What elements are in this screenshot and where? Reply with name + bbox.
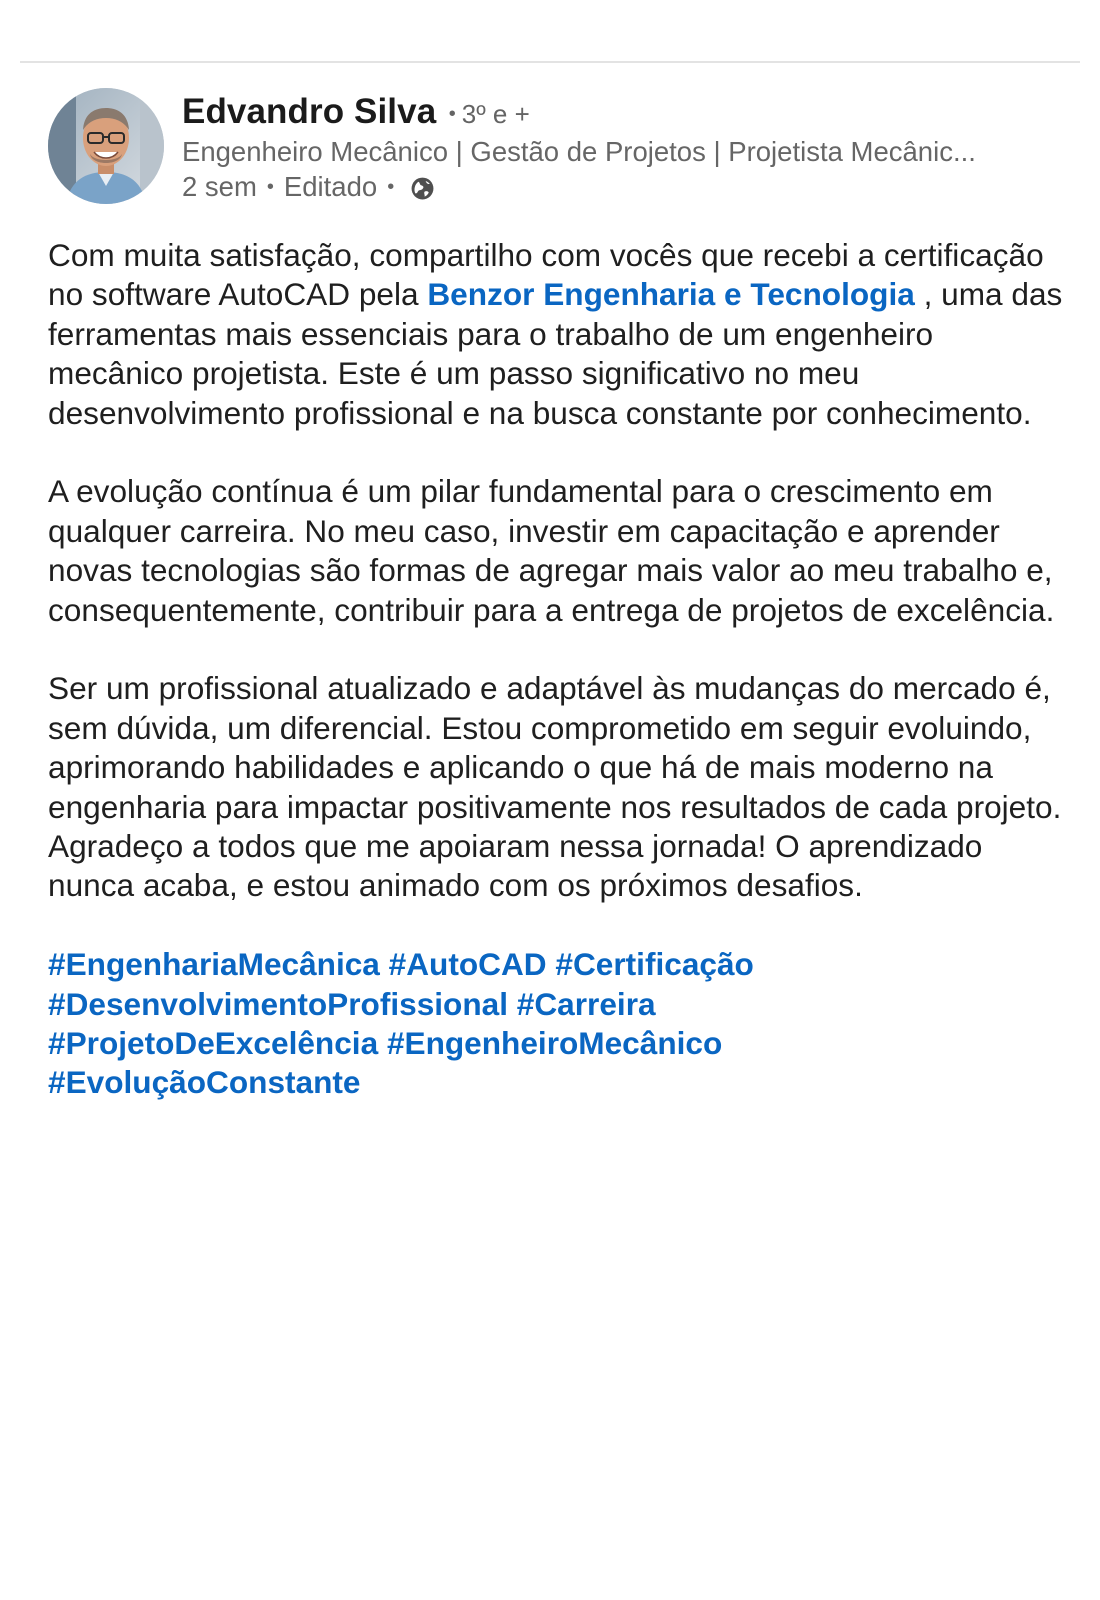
post-body (48, 236, 1068, 1103)
connection-degree-label: 3º e + (461, 99, 530, 129)
hashtag-link[interactable]: #EngenhariaMecânica (48, 946, 380, 983)
hashtag-link[interactable]: #ProjetoDeExcelência (48, 1025, 379, 1062)
hashtag-link[interactable]: #EngenheiroMecânico (386, 1025, 723, 1062)
author-avatar[interactable] (48, 88, 164, 204)
company-mention-link[interactable]: Benzor Engenharia e Tecnologia (427, 276, 915, 313)
avatar-photo (48, 88, 164, 204)
post-header (48, 88, 1058, 208)
post-paragraph-1 (48, 236, 1068, 433)
edited-label: Editado (283, 171, 378, 202)
post-paragraph-4: Agradeço a todos que me apoiaram nessa jornada! O aprendizado nunca acaba, e estou animado com os próximos desafios. (48, 828, 983, 904)
author-name[interactable]: Edvandro Silva (182, 92, 437, 131)
hashtag-link[interactable]: #EvoluçãoConstante (48, 1064, 361, 1101)
post-meta: 2 sem • Editado • (182, 170, 1052, 204)
post-paragraph-2: A evolução contínua é um pilar fundamental para o crescimento em qualquer carreira. No meu caso, investir em capacitação e aprender novas tecnologias são formas de agregar mais valor ao meu trabalho e, consequentemente, contribuir para a entrega de projetos de excelência. (48, 473, 1055, 628)
hashtag-link[interactable]: #DesenvolvimentoProfissional (48, 985, 509, 1022)
author-meta (182, 90, 1052, 204)
paragraph-1-text-start: Com muita satisfação, compartilho com vocês que recebi a certificação no software AutoCAD pela (48, 237, 1044, 313)
paragraph-1-text-end: , uma das ferramentas mais essenciais para o trabalho de um engenheiro mecânico projetista. Este é um passo significativo no meu desenvolvimento profissional e na busca constante por conhecimento. (48, 276, 1063, 431)
globe-icon (410, 175, 435, 200)
feed-divider (20, 61, 1080, 63)
hashtag-link[interactable]: #Carreira (516, 985, 656, 1022)
author-name-row (182, 90, 1052, 134)
hashtag-link[interactable]: #AutoCAD (388, 946, 547, 983)
post-paragraph-3: Ser um profissional atualizado e adaptável às mudanças do mercado é, sem dúvida, um diferencial. Estou comprometido em seguir evoluindo, aprimorando habilidades e aplicando o que há de mais moderno na engenharia para impactar positivamente nos resultados de cada projeto. (48, 670, 1062, 825)
hashtag-list (48, 945, 1068, 1103)
hashtag-link[interactable]: #Certificação (555, 946, 754, 983)
connection-degree: • 3º e + (448, 99, 530, 129)
post-time: 2 sem (182, 171, 257, 202)
author-headline: Engenheiro Mecânico | Gestão de Projetos | Projetista Mecânic... (182, 136, 976, 167)
